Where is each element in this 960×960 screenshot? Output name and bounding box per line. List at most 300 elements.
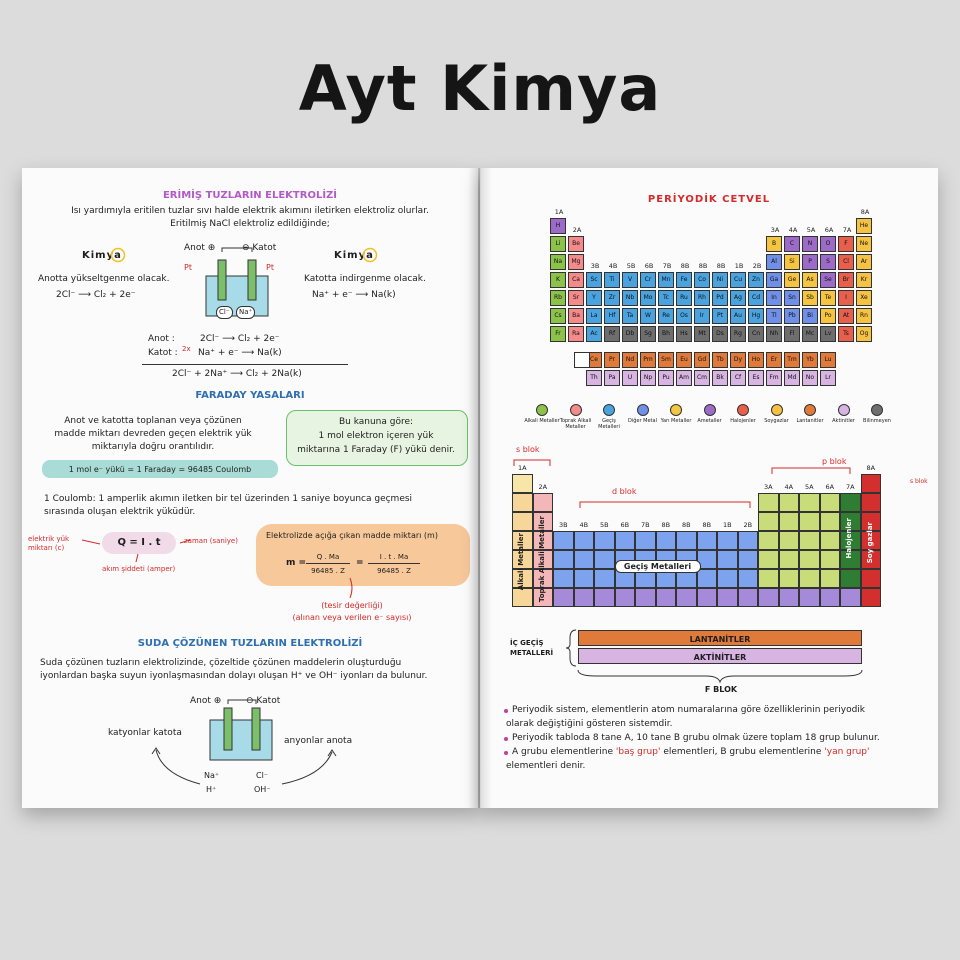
p-cell-5-5 <box>861 569 882 588</box>
d-cell-6-9 <box>738 588 759 607</box>
element-Rn: Rn <box>856 308 872 324</box>
p-cell-5-3 <box>820 569 841 588</box>
element-O: O <box>820 236 836 252</box>
element-Li: Li <box>550 236 566 252</box>
element-In: In <box>766 290 782 306</box>
element-Bk: Bk <box>712 370 728 386</box>
bullet1-line1: Periyodik sistem, elementlerin atom numaralarına göre özelliklerinin periyodik <box>512 705 866 715</box>
left-page <box>22 168 478 808</box>
p-cell-1-3 <box>820 493 841 512</box>
legend-label-4: Yarı Metaller <box>660 418 692 424</box>
element-Ti: Ti <box>604 272 620 288</box>
element-Cd: Cd <box>748 290 764 306</box>
d-cell-4-0 <box>553 550 574 569</box>
element-W: W <box>640 308 656 324</box>
d-cell-5-7 <box>697 569 718 588</box>
group-label-a7: 7A <box>842 226 852 234</box>
he-s-label: s blok <box>910 478 928 485</box>
d-cell-5-8 <box>717 569 738 588</box>
element-Co: Co <box>694 272 710 288</box>
q-equation: Q = I . t <box>117 537 161 548</box>
element-K: K <box>550 272 566 288</box>
element-Cu: Cu <box>730 272 746 288</box>
group-label-a5: 5A <box>806 226 816 234</box>
pt-label-1: Pt <box>184 263 192 272</box>
kimya-circle-left <box>111 248 125 262</box>
kimya-left: Kimya <box>82 250 122 261</box>
p-cell-4-0 <box>758 550 779 569</box>
element-Pr: Pr <box>604 352 620 368</box>
ion-cl-2: Cl⁻ <box>256 771 269 780</box>
element-Gd: Gd <box>694 352 710 368</box>
element-Ac: Ac <box>586 326 602 342</box>
blk-1a: 1A <box>517 464 527 472</box>
d-cell-6-6 <box>676 588 697 607</box>
bullet1-line2: olarak değiştiğini gösteren sistemdir. <box>506 719 673 729</box>
element-B: B <box>766 236 782 252</box>
sum-katot-eq: Na⁺ + e⁻ ⟶ Na(k) <box>198 348 282 358</box>
kimya-right: Kimya <box>334 250 374 261</box>
element-S: S <box>820 254 836 270</box>
d-cell-3-1 <box>574 531 595 550</box>
blk-8a: 8A <box>866 464 876 472</box>
element-Ta: Ta <box>622 308 638 324</box>
bullet3-b: 'baş grup' <box>615 747 661 757</box>
aktinit-bar-label: AKTİNİTLER <box>693 653 747 662</box>
blk-b9: 2B <box>743 521 753 529</box>
element-Cl: Cl <box>838 254 854 270</box>
cathode-note: Katotta indirgenme olacak. <box>304 274 426 284</box>
group-label-b4: 7B <box>662 262 672 270</box>
p-blok-label: p blok <box>822 457 847 466</box>
p-cell-6-2 <box>799 588 820 607</box>
ion-na: Na⁺ <box>236 306 255 319</box>
cell2-anot: Anot ⊕ <box>190 696 222 706</box>
element-Am: Am <box>676 370 692 386</box>
s1-cell-1 <box>512 493 533 512</box>
legend-label-1: Toprak Alkali Metaller <box>559 418 592 430</box>
element-Te: Te <box>820 290 836 306</box>
group-label-b5: 8B <box>680 262 690 270</box>
element-At: At <box>838 308 854 324</box>
periodic-title: PERİYODİK CETVEL <box>647 194 771 205</box>
element-Hf: Hf <box>604 308 620 324</box>
p-cell-6-1 <box>779 588 800 607</box>
sum-total: 2Cl⁻ + 2Na⁺ ⟶ Cl₂ + 2Na(k) <box>172 369 302 379</box>
bullet-dot-2 <box>504 737 508 741</box>
p-cell-6-5 <box>861 588 882 607</box>
p-cell-6-0 <box>758 588 779 607</box>
soygaz-vlabel: Soy gazlar <box>865 522 874 564</box>
s1-line1: Isı yardımıyla eritilen tuzlar sıvı halde elektrik akımını iletirken elektroliz olurlar. <box>71 206 429 216</box>
d-cell-3-9 <box>738 531 759 550</box>
d-cell-6-3 <box>615 588 636 607</box>
element-Os: Os <box>676 308 692 324</box>
d-cell-3-2 <box>594 531 615 550</box>
element-Ge: Ge <box>784 272 800 288</box>
legend-label-10: Bilinmeyen <box>863 418 891 424</box>
bullet-dot-1 <box>504 709 508 713</box>
group-label-b8: 1B <box>734 262 744 270</box>
element-Sm: Sm <box>658 352 674 368</box>
q-left-1: elektrik yük <box>28 535 70 543</box>
d-cell-4-8 <box>717 550 738 569</box>
element-Po: Po <box>820 308 836 324</box>
element-Fe: Fe <box>676 272 692 288</box>
element-Rg: Rg <box>730 326 746 342</box>
p-cell-2-0 <box>758 512 779 531</box>
element-Rh: Rh <box>694 290 710 306</box>
group-label-b9: 2B <box>752 262 762 270</box>
element-Ni: Ni <box>712 272 728 288</box>
p-cell-4-1 <box>779 550 800 569</box>
green-box-line2: 1 mol elektron içeren yük <box>318 431 434 441</box>
legend-label-3: Diğer Metal <box>628 418 657 424</box>
d-cell-4-2 <box>594 550 615 569</box>
element-He: He <box>856 218 872 234</box>
element-Mt: Mt <box>694 326 710 342</box>
element-Th: Th <box>586 370 602 386</box>
element-Cr: Cr <box>640 272 656 288</box>
anode-note: Anotta yükseltgenme olacak. <box>38 274 170 284</box>
d-cell-6-2 <box>594 588 615 607</box>
element-Tb: Tb <box>712 352 728 368</box>
legend-label-9: Aktinitler <box>832 418 855 424</box>
book-spread <box>22 168 938 816</box>
d-cell-6-8 <box>717 588 738 607</box>
element-Se: Se <box>820 272 836 288</box>
group-label-b1: 4B <box>608 262 618 270</box>
element-Br: Br <box>838 272 854 288</box>
s3-title: SUDA ÇÖZÜNEN TUZLARIN ELEKTROLİZİ <box>137 638 363 649</box>
element-Ts: Ts <box>838 326 854 342</box>
bullet-dot-3 <box>504 751 508 755</box>
element-Pt: Pt <box>712 308 728 324</box>
d-cell-3-0 <box>553 531 574 550</box>
element-Sn: Sn <box>784 290 800 306</box>
d-cell-5-0 <box>553 569 574 588</box>
element-Be: Be <box>568 236 584 252</box>
element-Al: Al <box>766 254 782 270</box>
p-cell-2-1 <box>779 512 800 531</box>
element-Au: Au <box>730 308 746 324</box>
element-Dy: Dy <box>730 352 746 368</box>
element-Cn: Cn <box>748 326 764 342</box>
d-cell-4-1 <box>574 550 595 569</box>
element-Ir: Ir <box>694 308 710 324</box>
blk-a7: 7A <box>845 483 855 491</box>
orange-den1: 96485 . Z <box>311 567 345 575</box>
group-label-a6: 6A <box>824 226 834 234</box>
blk-b0: 3B <box>558 521 568 529</box>
f-blok-label: F BLOK <box>704 685 738 694</box>
element-Es: Es <box>748 370 764 386</box>
p-cell-2-3 <box>820 512 841 531</box>
he-cell <box>861 474 882 493</box>
blk-b1: 4B <box>579 521 589 529</box>
element-Ar: Ar <box>856 254 872 270</box>
element-N: N <box>802 236 818 252</box>
sum-anot-label: Anot : <box>148 334 175 344</box>
d-cell-6-5 <box>656 588 677 607</box>
element-Nh: Nh <box>766 326 782 342</box>
element-H: H <box>550 218 566 234</box>
orange-title: Elektrolizde açığa çıkan madde miktarı (m) <box>266 531 438 540</box>
cell2-katot: ⊖ Katot <box>246 696 281 706</box>
orange-num2: I . t . Ma <box>379 553 409 561</box>
katyonlar-label: katyonlar katota <box>108 728 182 738</box>
book-gutter <box>468 168 492 808</box>
element-Nd: Nd <box>622 352 638 368</box>
orange-frac2-line <box>368 563 420 564</box>
group-label-b0: 3B <box>590 262 600 270</box>
blk-b7: 8B <box>702 521 712 529</box>
ion-h: H⁺ <box>206 785 217 794</box>
element-No: No <box>802 370 818 386</box>
s2-cell-1 <box>533 493 554 512</box>
orange-frac1-line <box>306 563 350 564</box>
ic-gecis-2: METALLERİ <box>510 649 554 657</box>
element-Mo: Mo <box>640 290 656 306</box>
element-Sr: Sr <box>568 290 584 306</box>
faraday-p2: madde miktarı devreden geçen elektrik yük <box>54 429 252 439</box>
ion-oh: OH⁻ <box>254 785 271 794</box>
ic-gecis-1: İÇ GEÇİŞ <box>510 639 544 647</box>
element-C: C <box>784 236 800 252</box>
p-cell-1-0 <box>758 493 779 512</box>
element-As: As <box>802 272 818 288</box>
group-label-b3: 6B <box>644 262 654 270</box>
d-cell-6-0 <box>553 588 574 607</box>
s2-title: FARADAY YASALARI <box>195 390 305 401</box>
element-Yb: Yb <box>802 352 818 368</box>
element-Kr: Kr <box>856 272 872 288</box>
d-cell-3-6 <box>676 531 697 550</box>
alkali-vlabel: Alkali Metaller <box>517 533 525 591</box>
element-Sg: Sg <box>640 326 656 342</box>
p-cell-4-2 <box>799 550 820 569</box>
element-Ds: Ds <box>712 326 728 342</box>
element-Zr: Zr <box>604 290 620 306</box>
d-cell-3-7 <box>697 531 718 550</box>
bullet3-a: A grubu elementlerine <box>512 747 614 757</box>
blk-2a: 2A <box>538 483 548 491</box>
d-cell-3-4 <box>635 531 656 550</box>
coulomb-line1: 1 Coulomb: 1 amperlik akımın iletken bir tel üzerinden 1 saniye boyunca geçmesi <box>44 494 413 504</box>
element-Bi: Bi <box>802 308 818 324</box>
element-Rb: Rb <box>550 290 566 306</box>
legend-label-8: Lantanitler <box>796 418 824 424</box>
element-Hs: Hs <box>676 326 692 342</box>
element-Xe: Xe <box>856 290 872 306</box>
orange-den2: 96485 . Z <box>377 567 411 575</box>
element-Cf: Cf <box>730 370 746 386</box>
sum-katot-x2: 2x <box>182 345 191 353</box>
bullet2: Periyodik tabloda 8 tane A, 10 tane B grubu olmak üzere toplam 18 grup bulunur. <box>512 733 880 743</box>
p-cell-5-0 <box>758 569 779 588</box>
element-Pu: Pu <box>658 370 674 386</box>
element-Nb: Nb <box>622 290 638 306</box>
element-Mn: Mn <box>658 272 674 288</box>
element-Sc: Sc <box>586 272 602 288</box>
p-cell-5-4 <box>840 569 861 588</box>
blk-b2: 5B <box>599 521 609 529</box>
element-Hg: Hg <box>748 308 764 324</box>
element-Pa: Pa <box>604 370 620 386</box>
orange-eq: = <box>356 558 364 568</box>
pt-label-2: Pt <box>266 263 274 272</box>
blk-a3: 3A <box>763 483 773 491</box>
p-cell-1-2 <box>799 493 820 512</box>
blk-b3: 6B <box>620 521 630 529</box>
s1-cell-6 <box>512 588 533 607</box>
d-cell-6-1 <box>574 588 595 607</box>
bullet3-c: elementleri, B grubu elementlerine <box>663 747 822 757</box>
blk-b6: 8B <box>681 521 691 529</box>
blk-a6: 6A <box>825 483 835 491</box>
anyonlar-label: anyonlar anota <box>284 736 353 746</box>
element-Ga: Ga <box>766 272 782 288</box>
p-cell-1-1 <box>779 493 800 512</box>
orange-num1: Q . Ma <box>316 553 340 561</box>
ion-cl: Cl⁻ <box>216 306 233 319</box>
element-Pm: Pm <box>640 352 656 368</box>
element-I: I <box>838 290 854 306</box>
group-label-b2: 5B <box>626 262 636 270</box>
element-Ho: Ho <box>748 352 764 368</box>
gecis-label: Geçiş Metalleri <box>615 560 701 573</box>
bullet3-line2: elementleri denir. <box>506 761 586 771</box>
d-cell-5-1 <box>574 569 595 588</box>
element-Tc: Tc <box>658 290 674 306</box>
element-Zn: Zn <box>748 272 764 288</box>
group-label-1a: 1A <box>554 208 564 216</box>
element-F: F <box>838 236 854 252</box>
bullet3-d: 'yan grup' <box>824 747 870 757</box>
element-V: V <box>622 272 638 288</box>
p-cell-5-1 <box>779 569 800 588</box>
element-Fm: Fm <box>766 370 782 386</box>
element-Lv: Lv <box>820 326 836 342</box>
element-P: P <box>802 254 818 270</box>
legend-label-0: Alkali Metaller <box>524 418 560 424</box>
element-Ru: Ru <box>676 290 692 306</box>
cathode-eq: Na⁺ + e⁻ ⟶ Na(k) <box>312 290 396 300</box>
blk-b5: 8B <box>661 521 671 529</box>
s3-line1: Suda çözünen tuzların elektrolizinde, çözeltide çözünen maddelerin oluşturduğu <box>40 658 402 668</box>
mol-box-text: 1 mol e⁻ yükü = 1 Faraday = 96485 Coulomb <box>68 465 252 474</box>
blk-b4: 7B <box>640 521 650 529</box>
d-blok-label: d blok <box>612 487 637 496</box>
p-cell-1-4 <box>840 493 861 512</box>
block-diagram <box>480 168 938 628</box>
d-cell-3-5 <box>656 531 677 550</box>
blk-a4: 4A <box>784 483 794 491</box>
group-label-8a: 8A <box>860 208 870 216</box>
toprak-vlabel: Toprak Alkali Metaller <box>537 516 546 603</box>
d-cell-4-9 <box>738 550 759 569</box>
bullet3 <box>512 747 869 758</box>
element-Lu: Lu <box>820 352 836 368</box>
p-cell-2-2 <box>799 512 820 531</box>
element-Eu: Eu <box>676 352 692 368</box>
element-Ce: Ce <box>586 352 602 368</box>
lantanit-bar-label: LANTANİTLER <box>689 635 751 644</box>
q-left-2: miktarı (c) <box>28 544 65 552</box>
q-right: zaman (saniye) <box>184 537 238 545</box>
halojen-vlabel: Halojenler <box>845 518 853 559</box>
q-arrows <box>62 532 262 572</box>
legend-label-5: Ametaller <box>697 418 722 424</box>
ion-na-2: Na⁺ <box>204 771 220 780</box>
d-cell-5-9 <box>738 569 759 588</box>
legend-label-6: Halojenler <box>730 418 756 424</box>
page-title: Ayt Kimya <box>298 52 662 125</box>
p-cell-6-4 <box>840 588 861 607</box>
p-cell-3-0 <box>758 531 779 550</box>
element-Cm: Cm <box>694 370 710 386</box>
element-Mg: Mg <box>568 254 584 270</box>
d-cell-6-4 <box>635 588 656 607</box>
element-Tl: Tl <box>766 308 782 324</box>
element-Tm: Tm <box>784 352 800 368</box>
right-page <box>480 168 938 808</box>
element-Pb: Pb <box>784 308 800 324</box>
group-label-a4: 4A <box>788 226 798 234</box>
element-Ne: Ne <box>856 236 872 252</box>
blk-a5: 5A <box>804 483 814 491</box>
element-Ag: Ag <box>730 290 746 306</box>
green-box-line1: Bu kanuna göre: <box>338 417 414 427</box>
group-label-a3: 3A <box>770 226 780 234</box>
element-Re: Re <box>658 308 674 324</box>
q-bottom: akım şiddeti (amper) <box>102 565 176 573</box>
s3-line2: iyonlardan başka suyun iyonlaşmasından dolayı oluşan H⁺ ve OH⁻ iyonları da bulunur. <box>40 671 428 681</box>
s1-line2: Eritilmiş NaCl elektroliz edildiğinde; <box>170 219 330 229</box>
element-Lr: Lr <box>820 370 836 386</box>
group-label-b6: 8B <box>698 262 708 270</box>
element-Cs: Cs <box>550 308 566 324</box>
element-Np: Np <box>640 370 656 386</box>
blk-b8: 1B <box>722 521 732 529</box>
group-label-2a: 2A <box>572 226 582 234</box>
element-Si: Si <box>784 254 800 270</box>
p-cell-6-3 <box>820 588 841 607</box>
element-Sb: Sb <box>802 290 818 306</box>
element-Og: Og <box>856 326 872 342</box>
d-cell-6-7 <box>697 588 718 607</box>
p-cell-3-2 <box>799 531 820 550</box>
element-Na: Na <box>550 254 566 270</box>
legend-label-7: Soygazlar <box>764 418 789 424</box>
d-cell-3-3 <box>615 531 636 550</box>
tesir-line1: (tesir değerliği) <box>321 601 383 610</box>
anode-eq: 2Cl⁻ ⟶ Cl₂ + 2e⁻ <box>56 290 136 300</box>
element-Ba: Ba <box>568 308 584 324</box>
green-box-line3: miktarına 1 Faraday (F) yükü denir. <box>297 445 455 455</box>
coulomb-line2: sırasında oluşan elektrik yüküdür. <box>44 507 196 517</box>
sum-divider <box>142 364 348 365</box>
s-blok-label: s blok <box>516 445 540 454</box>
p-cell-4-3 <box>820 550 841 569</box>
p-cell-3-1 <box>779 531 800 550</box>
element-Bh: Bh <box>658 326 674 342</box>
element-Ca: Ca <box>568 272 584 288</box>
s1-title: ERİMİŞ TUZLARIN ELEKTROLİZİ <box>162 190 338 201</box>
element-Er: Er <box>766 352 782 368</box>
p-cell-1-5 <box>861 493 882 512</box>
element-Ra: Ra <box>568 326 584 342</box>
